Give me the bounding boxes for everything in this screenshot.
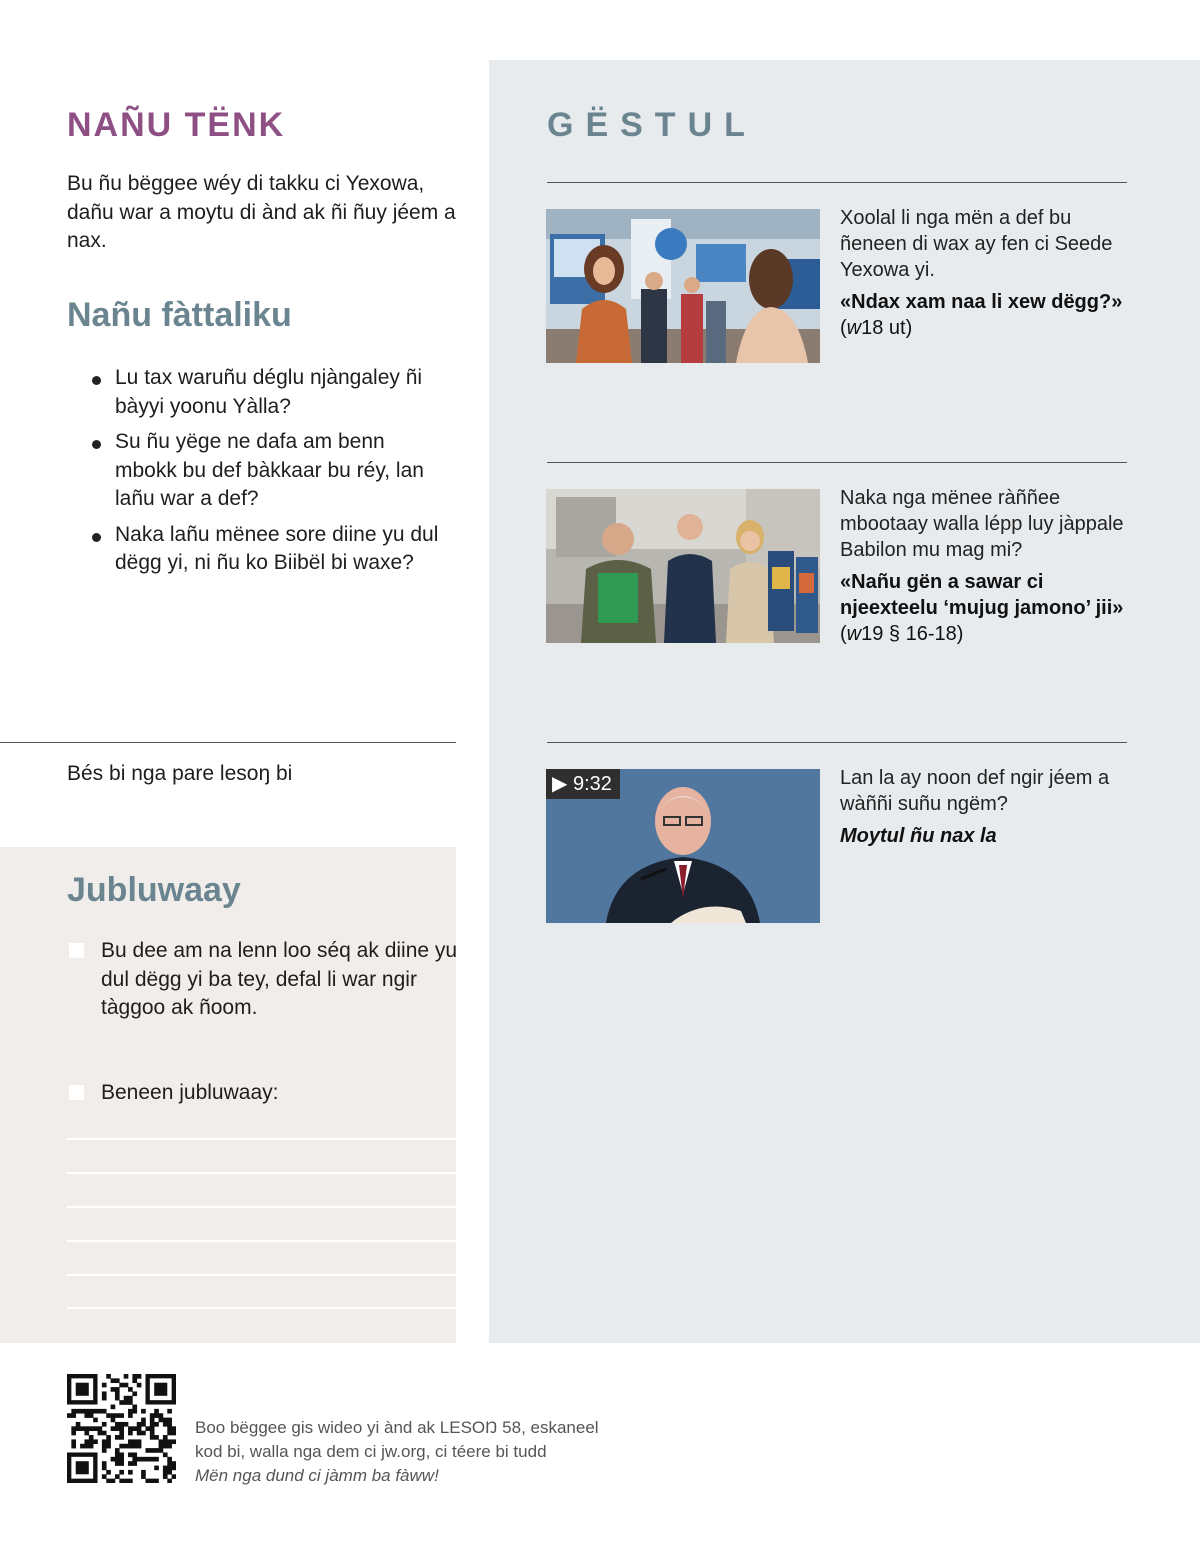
video-thumbnail[interactable] [546,769,820,923]
explore-item: Xoolal li nga mën a def bu ñeneen di wax ay fen ci Seede Yexowa yi. «Ndax xam naa li xew dëgg?» (w18 ut) [840,205,1130,341]
article-link[interactable]: «Ndax xam naa li xew dëgg?» [840,291,1123,313]
bullet-icon [92,376,101,385]
review-list [92,364,442,585]
play-icon: ▶ [552,773,568,795]
divider [547,742,1127,743]
completion-date-label: Bés bi nga pare lesoŋ bi [67,762,293,785]
reference: (w19 § 16-18) [840,623,964,645]
bullet-icon [92,440,101,449]
write-line[interactable] [67,1274,456,1276]
divider [0,742,456,743]
checkbox[interactable] [69,1085,84,1100]
article-link[interactable]: «Nañu gën a sawar ci njeexteelu ‘mujug jamono’ jii» [840,571,1124,619]
review-item: Lu tax waruñu déglu njàngaley ñi bàyyi yoonu Yàlla? [92,364,442,421]
video-duration: ▶ 9:32 [546,769,620,799]
write-line[interactable] [67,1138,456,1140]
checkbox[interactable] [69,943,84,958]
review-item: Su ñu yëge ne dafa am benn mbokk bu def bàkkaar bu réy, lan lañu war a def? [92,428,442,514]
goal-checkbox-item[interactable]: Beneen jubluwaay: [67,1079,461,1108]
summary-heading: NAÑU TËNK [67,106,286,144]
write-line[interactable] [67,1206,456,1208]
divider [547,182,1127,183]
goal-heading: Jubluwaay [67,871,241,909]
divider [547,462,1127,463]
write-line[interactable] [67,1307,456,1309]
video-link[interactable]: Moytul ñu nax la [840,825,997,847]
write-line[interactable] [67,1172,456,1174]
explore-item: Lan la ay noon def ngir jéem a wàññi suñu ngëm? Moytul ñu nax la [840,765,1130,849]
bullet-icon [92,533,101,542]
article-thumbnail[interactable] [546,209,820,363]
explore-heading: GËSTUL [547,106,757,144]
footer-text: Boo bëggee gis wideo yi ànd ak LESOŊ 58, eskaneel kod bi, walla nga dem ci jw.org, ci téere bi tudd Mën nga dund ci jàmm ba fàww! [195,1418,599,1485]
review-heading: Nañu fàttaliku [67,296,292,334]
qr-code[interactable] [67,1374,176,1483]
write-line[interactable] [67,1240,456,1242]
goal-checkbox-item[interactable]: Bu dee am na lenn loo séq ak diine yu dul dëgg yi ba tey, defal li war ngir tàggoo ak ñoom. [67,937,461,1023]
review-item: Naka lañu mënee sore diine yu dul dëgg yi, ni ñu ko Biibël bi waxe? [92,521,442,578]
summary-text: Bu ñu bëggee wéy di takku ci Yexowa, dañu war a moytu di ànd ak ñi ñuy jéem a nax. [67,172,456,252]
explore-item: Naka nga mënee ràññee mbootaay walla lépp luy jàppale Babilon mu mag mi? «Nañu gën a sawar ci njeexteelu ‘mujug jamono’ jii» (w19 § 16-18) [840,485,1130,647]
article-thumbnail[interactable] [546,489,820,643]
reference: (w18 ut) [840,317,913,339]
